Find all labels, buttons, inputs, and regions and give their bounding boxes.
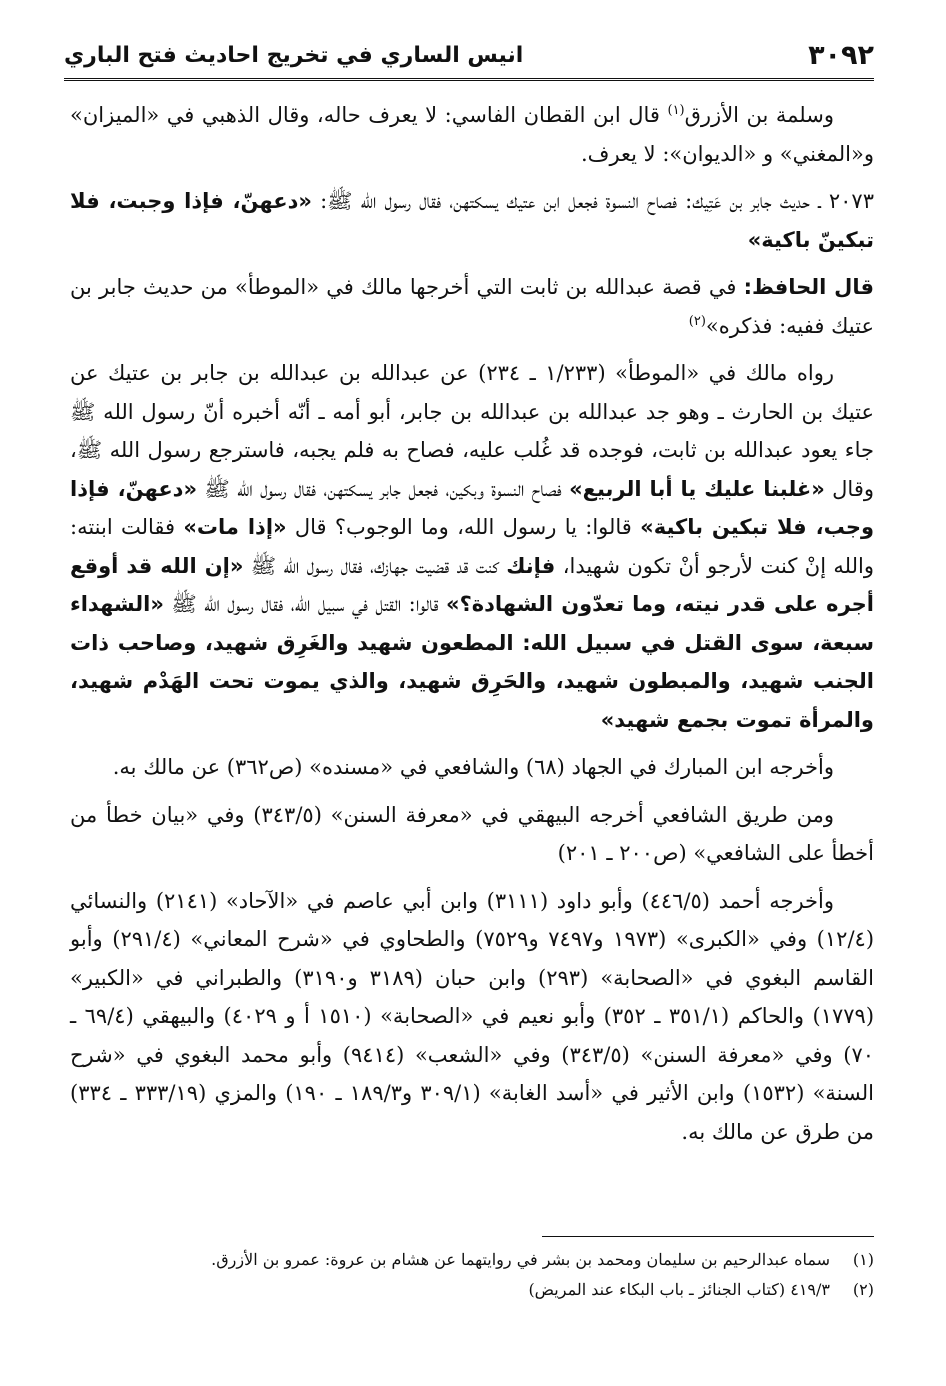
paragraph-takhrij-1: وأخرجه ابن المبارك في الجهاد (٦٨) والشافعي في «مسنده» (ص٣٦٢) عن مالك به. (112, 755, 834, 779)
hafiz-label: قال الحافظ: (743, 275, 874, 299)
text-run: فقالت ابنته: والله إنْ كنت لأرجو أنْ تكون شهيدا، (70, 515, 875, 578)
footnote-text: ٤١٩/٣ (كتاب الجنائز ـ باب البكاء عند المريض) (528, 1280, 830, 1299)
footnotes (70, 1236, 874, 1305)
footnote-ref-2: (٢) (688, 313, 706, 329)
paragraph-narration (70, 354, 874, 739)
paragraph-hafiz-note (70, 268, 874, 345)
text-run: ٢٠٧٣ ـ حديث جابر بن عَتِيك: فصاح النسوة فجعل ابن عتيك يسكتهن، فقال رسول الله ﷺ: (311, 189, 874, 213)
footnote-text: سماه عبدالرحيم بن سليمان ومحمد بن بشر في روايتهما عن هشام بن عروة: عمرو بن الأزرق. (211, 1250, 830, 1269)
paragraph-takhrij-3: وأخرجه أحمد (٤٤٦/٥) وأبو داود (٣١١١) وابن أبي عاصم في «الآحاد» (٢١٤١) والنسائي (١٢/٤) وفي «الكبرى» (١٩٧٣ و٧٤٩٧ و٧٥٢٩) والطحاوي في «شرح المعاني» (٢٩١/٤) وأبو القاسم البغوي في «الصحابة» (٢٩٣) وابن حبان (٣١٨٩ و٣١٩٠) والطبراني في «الكبير» (١٧٧٩) والحاكم (٣٥١/١ ـ ٣٥٢) وأبو نعيم في «الصحابة» (١٥١٠ أ و ٤٠٢٩) والبيهقي (٦٩/٤ ـ ٧٠) وفي «معرفة السنن» (٣٤٣/٥) وفي «الشعب» (٩٤١٤) وأبو محمد البغوي في «شرح السنة» (١٥٣٢) وابن الأثير في «أسد الغابة» (٣٠٩/١ و١٨٩/٣ ـ ١٩٠) والمزي (٣٣٣/١٩ ـ ٣٣٤) من طرق عن مالك به. (70, 888, 875, 1144)
text-run: قالوا: يا رسول الله، وما الوجوب؟ قال (286, 515, 641, 539)
paragraph-hadith-heading (70, 182, 874, 259)
hadith-quote: «إن الله قد أوقع أجره على قدر نيته، وما تعدّون الشهادة؟» (70, 553, 874, 616)
footnote-number: (٢) (852, 1280, 874, 1299)
paragraph-narrator-note (70, 96, 874, 173)
text-run: كنت قد قضيت جهازك، فقال رسول الله ﷺ (243, 553, 507, 578)
text-run: في قصة عبدالله بن ثابت التي أخرجها مالك في «الموطأ» من حديث جابر بن عتيك ففيه: فذكره» (70, 275, 874, 338)
hadith-quote: «دعهنّ، فإذا وجبت، فلا تبكينّ باكية» (70, 189, 874, 252)
running-header (64, 32, 874, 81)
footnote-number: (١) (852, 1250, 874, 1269)
text-run: قال ابن القطان الفاسي: لا يعرف حاله، وقال الذهبي في «الميزان» و«المغني» و «الديوان»: لا يعرف. (70, 103, 874, 166)
hadith-quote: «إذا مات» (183, 515, 287, 539)
main-text (70, 96, 874, 1160)
text-run: قالوا: القتل في سبيل الله، فقال رسول الله ﷺ (163, 592, 446, 616)
hadith-quote: «غلبنا عليك يا أبا الربيع» (569, 476, 825, 501)
text-run: فصاح النسوة وبكين، فجعل جابر يسكتهن، فقال رسول الله ﷺ (197, 476, 570, 501)
paragraph-takhrij-2: ومن طريق الشافعي أخرجه البيهقي في «معرفة السنن» (٣٤٣/٥) وفي «بيان خطأ من أخطأ على الشافعي» (ص٢٠٠ ـ ٢٠١) (70, 802, 874, 865)
text-run: وسلمة بن الأزرق (684, 103, 834, 127)
footnote-ref-1: (١) (667, 103, 685, 118)
book-title: انيس الساري في تخريج احاديث فتح الباري (64, 42, 524, 68)
text-run: رواه مالك في «الموطأ» (١/٢٣٣ ـ ٢٣٤) عن عبدالله بن عبدالله بن جابر بن عتيك عن عتيك بن الحارث ـ وهو جد عبدالله بن عبدالله بن جابر، أبو أمه ـ أنّه أخبره أنّ رسول الله ﷺ جاء يعود عبدالله بن ثابت، فوجده قد غُلب عليه، فصاح به فلم يجبه، فاسترجع رسول الله ﷺ، وقال (70, 361, 874, 501)
footnote-divider (542, 1236, 874, 1237)
hadith-quote: «الشهداء سبعة، سوى القتل في سبيل الله: المطعون شهيد والغَرِق شهيد، وصاحب ذات الجنب شهيد، والمبطون شهيد، والحَرِق شهيد، والذي يموت تحت الهَدْم شهيد، والمرأة تموت بجمع شهيد» (70, 592, 874, 732)
hadith-quote: «دعهنّ، فإذا وجب، فلا تبكين باكية» (70, 476, 875, 539)
footnote-item (70, 1245, 874, 1275)
page-number: ٣٠٩٢ (808, 39, 874, 71)
bold-run: فإنك (506, 553, 556, 578)
footnote-item (70, 1275, 874, 1305)
